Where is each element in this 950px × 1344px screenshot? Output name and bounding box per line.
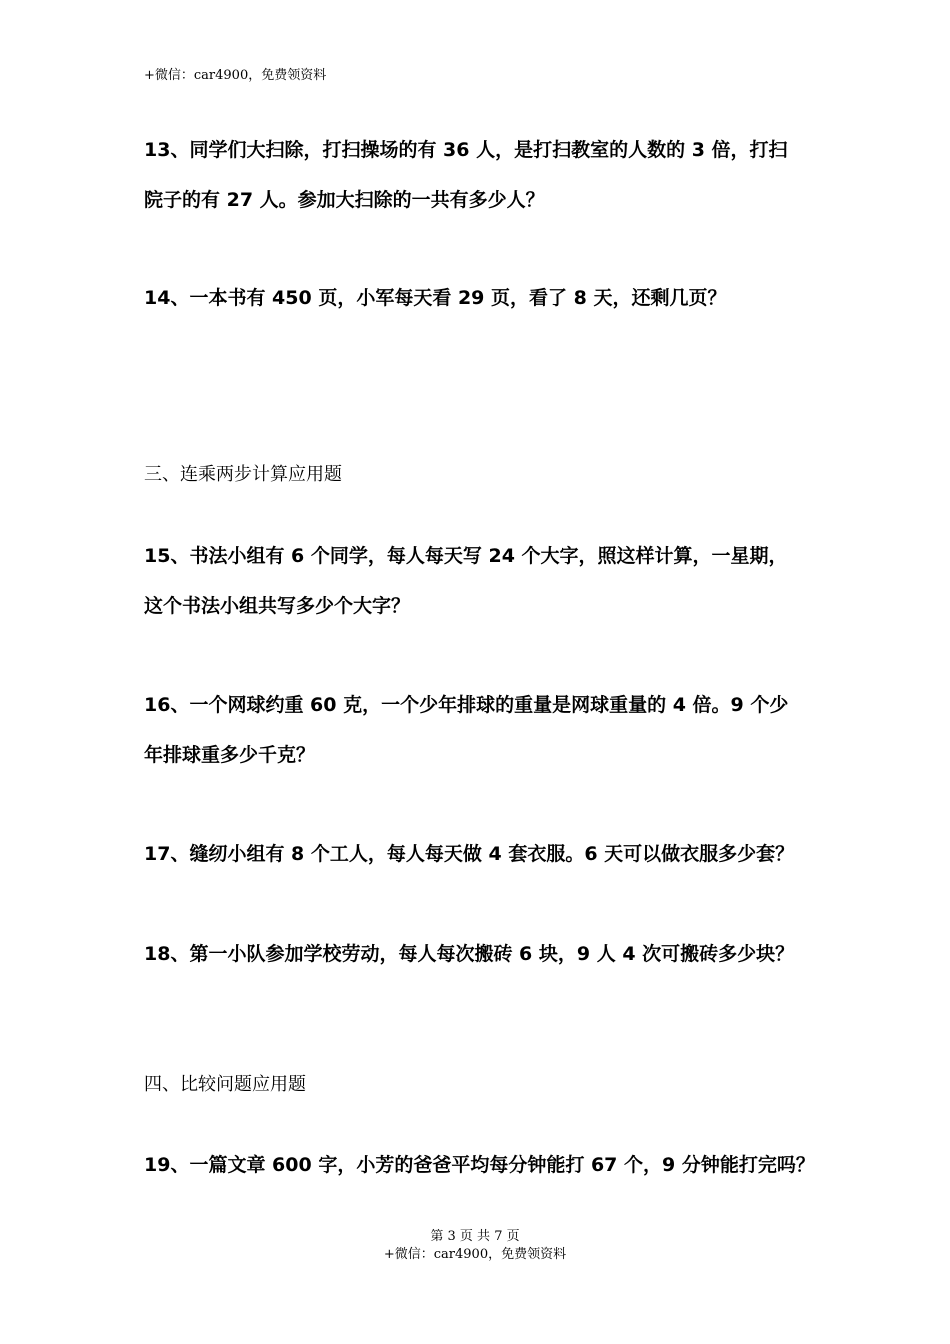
section-heading-four: 四、比较问题应用题: [144, 1074, 306, 1095]
question-17: [144, 829, 824, 879]
question-13-line-1: 13、同学们大扫除，打扫操场的有 36 人，是打扫教室的人数的 3 倍，打扫: [144, 139, 788, 161]
question-15-line-1: 15、书法小组有 6 个同学，每人每天写 24 个大字，照这样计算，一星期，: [144, 545, 788, 567]
question-13: [144, 125, 824, 225]
question-19: [144, 1140, 824, 1190]
question-14-line-1: 14、一本书有 450 页，小军每天看 29 页，看了 8 天，还剩几页？: [144, 287, 727, 309]
question-16-line-1: 16、一个网球约重 60 克，一个少年排球的重量是网球重量的 4 倍。9 个少: [144, 694, 789, 716]
page-number: 第 3 页 共 7 页: [430, 1229, 520, 1244]
footer-note: +微信：car4900，免费领资料: [383, 1247, 567, 1262]
question-18-line-1: 18、第一小队参加学校劳动，每人每次搬砖 6 块，9 人 4 次可搬砖多少块？: [144, 943, 795, 965]
section-heading-three: 三、连乘两步计算应用题: [144, 464, 342, 485]
question-14: [144, 273, 824, 323]
question-15: [144, 531, 824, 631]
question-13-line-2: 院子的有 27 人。参加大扫除的一共有多少人？: [144, 189, 545, 211]
question-18: [144, 929, 824, 979]
question-16: [144, 680, 824, 780]
question-15-line-2: 这个书法小组共写多少个大字？: [144, 595, 411, 617]
question-17-line-1: 17、缝纫小组有 8 个工人，每人每天做 4 套衣服。6 天可以做衣服多少套？: [144, 843, 795, 865]
header-note: +微信：car4900，免费领资料: [144, 68, 327, 83]
question-19-line-1: 19、一篇文章 600 字，小芳的爸爸平均每分钟能打 67 个，9 分钟能打完吗？: [144, 1154, 815, 1176]
question-16-line-2: 年排球重多少千克？: [144, 744, 316, 766]
